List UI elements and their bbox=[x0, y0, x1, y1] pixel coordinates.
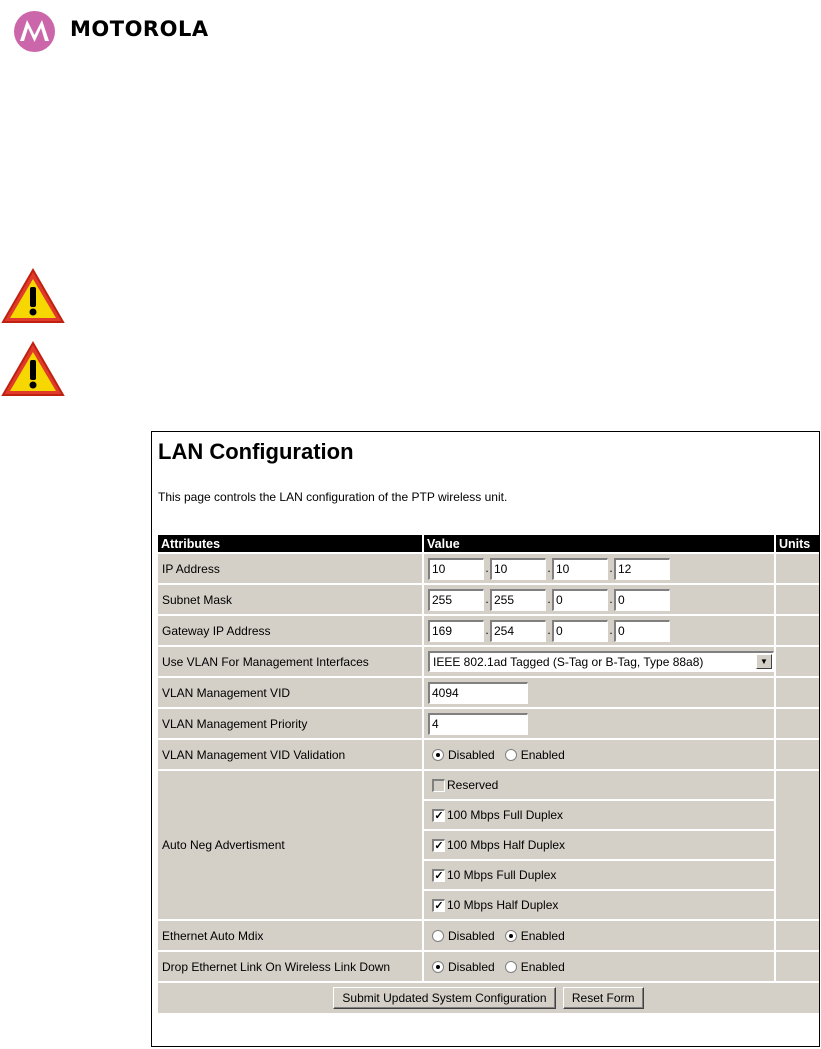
gateway-ip-units bbox=[776, 616, 819, 645]
gateway-ip-octet-1[interactable] bbox=[428, 620, 484, 642]
vid-validation-value bbox=[424, 740, 774, 769]
ip-address-label: IP Address bbox=[158, 554, 422, 583]
table-row bbox=[158, 678, 819, 707]
auto-mdix-disabled-radio[interactable] bbox=[432, 930, 444, 942]
page-title: LAN Configuration bbox=[158, 439, 354, 464]
100-full-duplex-checkbox[interactable]: ✓ bbox=[432, 809, 445, 822]
gateway-ip-octet-3[interactable] bbox=[552, 620, 608, 642]
drop-link-enabled-label: Enabled bbox=[520, 959, 565, 974]
warning-triangle-icon bbox=[0, 267, 66, 325]
vlan-management-value bbox=[424, 647, 774, 676]
vid-validation-enabled-label: Enabled bbox=[520, 747, 565, 762]
drop-link-label: Drop Ethernet Link On Wireless Link Down bbox=[158, 952, 422, 981]
table-row bbox=[158, 585, 819, 614]
subnet-mask-octet-1[interactable] bbox=[428, 589, 484, 611]
table-row bbox=[158, 921, 819, 950]
submit-configuration-button[interactable]: Submit Updated System Configuration bbox=[333, 987, 555, 1009]
ip-address-units bbox=[776, 554, 819, 583]
auto-neg-item bbox=[424, 801, 774, 829]
100-half-duplex-checkbox[interactable]: ✓ bbox=[432, 839, 445, 852]
table-row bbox=[158, 616, 819, 645]
vid-validation-disabled-label: Disabled bbox=[448, 747, 495, 762]
form-actions bbox=[158, 983, 819, 1013]
vid-validation-enabled-radio[interactable] bbox=[505, 749, 517, 761]
subnet-mask-value: 255 .255 .0 .0 bbox=[424, 585, 774, 614]
lan-configuration-panel bbox=[151, 431, 820, 1047]
subnet-mask-octet-3[interactable] bbox=[552, 589, 608, 611]
vlan-vid-units bbox=[776, 678, 819, 707]
reserved-label: Reserved bbox=[447, 778, 499, 792]
100-full-duplex-label: 100 Mbps Full Duplex bbox=[447, 808, 564, 822]
drop-link-enabled-radio[interactable] bbox=[505, 961, 517, 973]
brand-name: MOTOROLA bbox=[70, 17, 209, 41]
vlan-priority-label: VLAN Management Priority bbox=[158, 709, 422, 738]
auto-mdix-label: Ethernet Auto Mdix bbox=[158, 921, 422, 950]
10-full-duplex-checkbox[interactable]: ✓ bbox=[432, 869, 445, 882]
auto-neg-label: Auto Neg Advertisment bbox=[158, 771, 422, 919]
vlan-vid-label: VLAN Management VID bbox=[158, 678, 422, 707]
ip-address-octet-4[interactable] bbox=[614, 558, 670, 580]
table-row bbox=[158, 554, 819, 583]
table-header-row bbox=[158, 535, 819, 552]
subnet-mask-octet-2[interactable] bbox=[490, 589, 546, 611]
vlan-vid-value bbox=[424, 678, 774, 707]
button-row bbox=[158, 983, 819, 1013]
subnet-mask-octet-4[interactable] bbox=[614, 589, 670, 611]
table-row bbox=[158, 771, 819, 799]
auto-mdix-units bbox=[776, 921, 819, 950]
auto-mdix-enabled-radio[interactable] bbox=[505, 930, 517, 942]
auto-neg-item bbox=[424, 891, 774, 919]
table-row bbox=[158, 952, 819, 981]
chevron-down-icon[interactable]: ▼ bbox=[756, 654, 772, 669]
auto-mdix-disabled-label: Disabled bbox=[448, 928, 495, 943]
auto-mdix-enabled-label: Enabled bbox=[520, 928, 565, 943]
motorola-logo bbox=[14, 11, 55, 52]
drop-link-disabled-label: Disabled bbox=[448, 959, 495, 974]
ip-address-octet-3[interactable] bbox=[552, 558, 608, 580]
page-description: This page controls the LAN configuration of the PTP wireless unit. bbox=[158, 490, 508, 504]
vid-validation-units bbox=[776, 740, 819, 769]
reset-form-button[interactable]: Reset Form bbox=[563, 987, 644, 1009]
lan-config-table bbox=[156, 533, 821, 1015]
column-header-units: Units bbox=[776, 535, 819, 552]
vlan-management-select[interactable] bbox=[428, 651, 774, 672]
vlan-priority-input[interactable] bbox=[428, 713, 528, 735]
vlan-priority-units bbox=[776, 709, 819, 738]
auto-neg-units bbox=[776, 771, 819, 919]
auto-neg-item bbox=[424, 861, 774, 889]
drop-link-units bbox=[776, 952, 819, 981]
table-row bbox=[158, 709, 819, 738]
column-header-attributes: Attributes bbox=[158, 535, 422, 552]
vlan-management-label: Use VLAN For Management Interfaces bbox=[158, 647, 422, 676]
ip-address-value: 10 .10 .10 .12 bbox=[424, 554, 774, 583]
subnet-mask-units bbox=[776, 585, 819, 614]
table-row bbox=[158, 647, 819, 676]
100-half-duplex-label: 100 Mbps Half Duplex bbox=[447, 838, 566, 852]
drop-link-disabled-radio[interactable] bbox=[432, 961, 444, 973]
column-header-value: Value bbox=[424, 535, 774, 552]
10-half-duplex-label: 10 Mbps Half Duplex bbox=[447, 898, 559, 912]
vlan-management-selected: IEEE 802.1ad Tagged (S-Tag or B-Tag, Type 88a8) bbox=[433, 655, 704, 669]
ip-address-octet-1[interactable] bbox=[428, 558, 484, 580]
auto-neg-item bbox=[424, 771, 774, 799]
vlan-management-units bbox=[776, 647, 819, 676]
vlan-priority-value bbox=[424, 709, 774, 738]
gateway-ip-value: 169 .254 .0 .0 bbox=[424, 616, 774, 645]
gateway-ip-octet-4[interactable] bbox=[614, 620, 670, 642]
gateway-ip-octet-2[interactable] bbox=[490, 620, 546, 642]
auto-neg-item bbox=[424, 831, 774, 859]
vid-validation-disabled-radio[interactable] bbox=[432, 749, 444, 761]
subnet-mask-label: Subnet Mask bbox=[158, 585, 422, 614]
auto-mdix-value bbox=[424, 921, 774, 950]
10-half-duplex-checkbox[interactable]: ✓ bbox=[432, 899, 445, 912]
warning-triangle-icon bbox=[0, 340, 66, 398]
ip-address-octet-2[interactable] bbox=[490, 558, 546, 580]
table-row bbox=[158, 740, 819, 769]
vlan-vid-input[interactable] bbox=[428, 682, 528, 704]
reserved-checkbox bbox=[432, 779, 445, 792]
drop-link-value bbox=[424, 952, 774, 981]
vid-validation-label: VLAN Management VID Validation bbox=[158, 740, 422, 769]
10-full-duplex-label: 10 Mbps Full Duplex bbox=[447, 868, 557, 882]
gateway-ip-label: Gateway IP Address bbox=[158, 616, 422, 645]
